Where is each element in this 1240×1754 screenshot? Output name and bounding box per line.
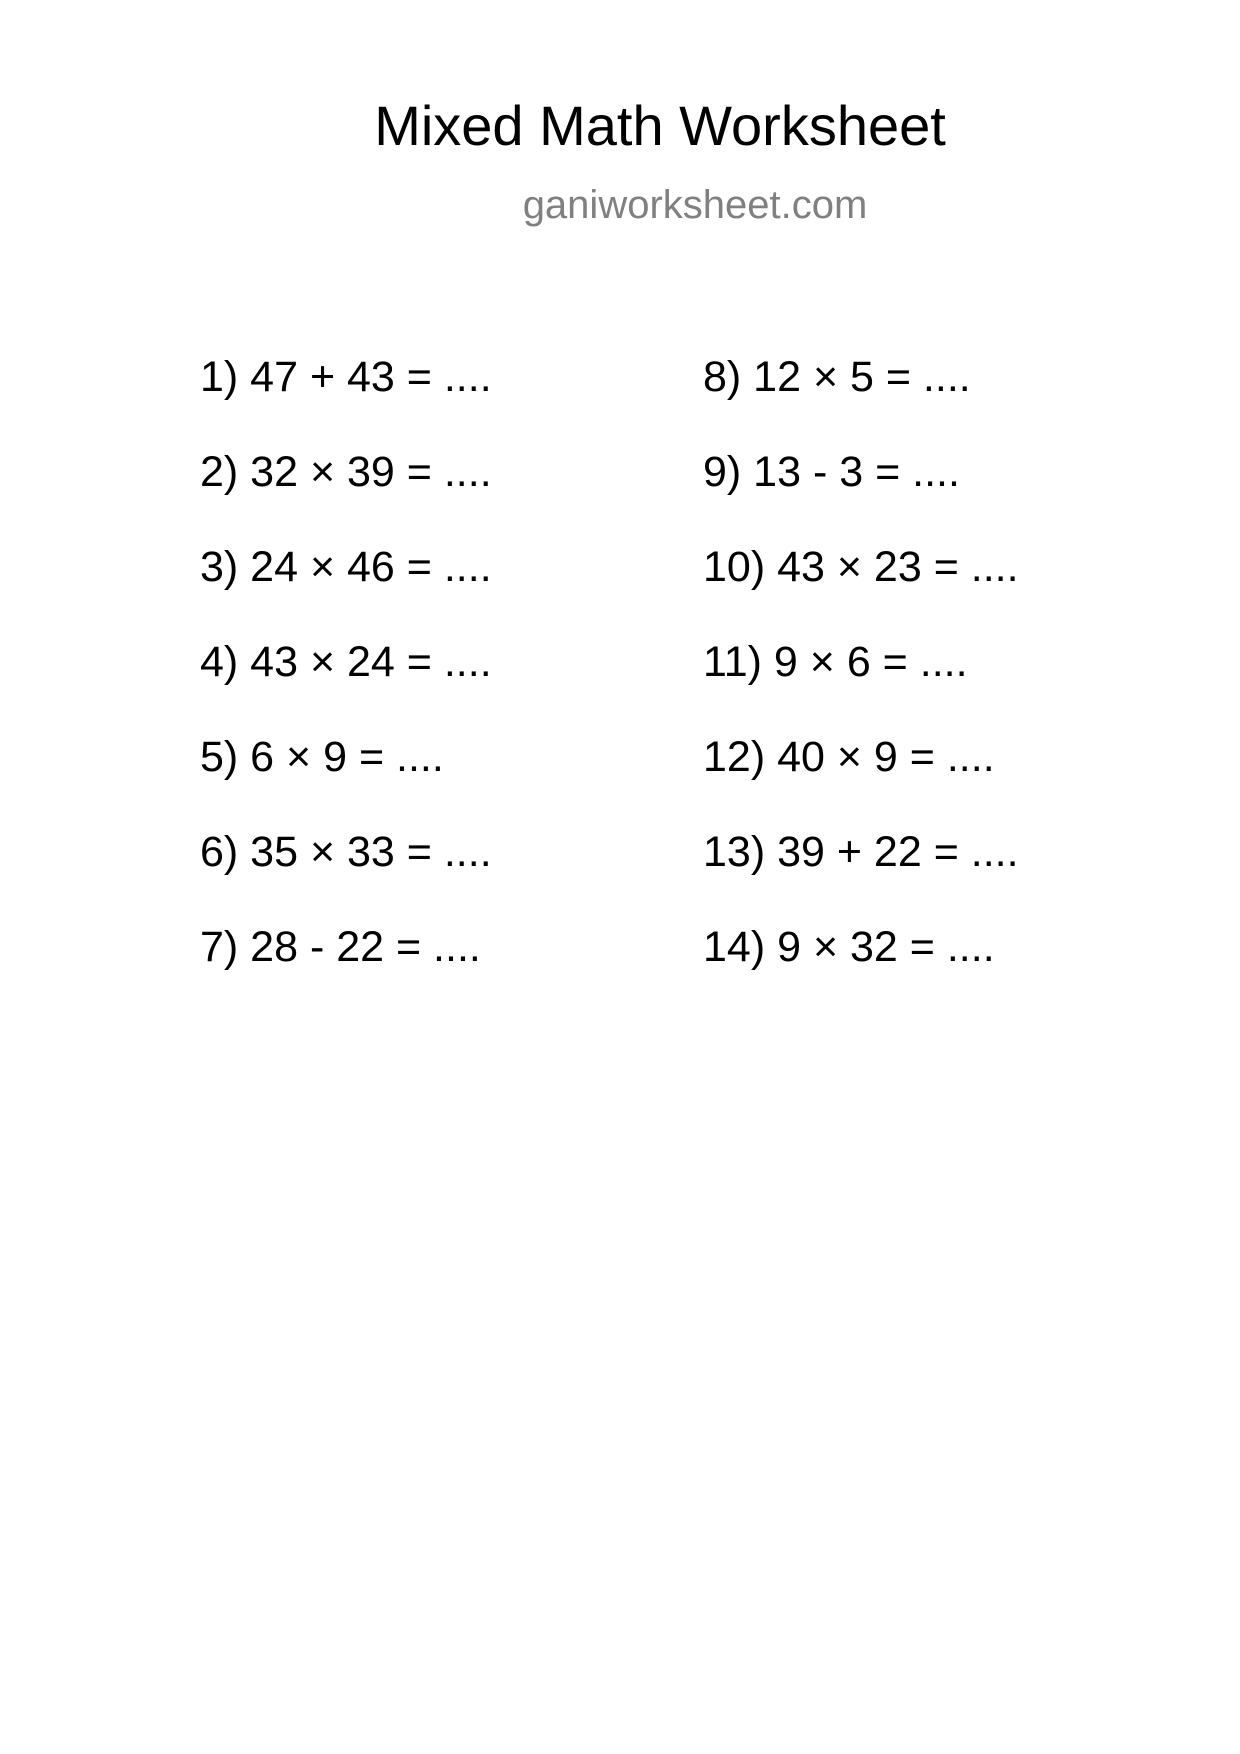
- problem-9: 9) 13 - 3 = ....: [703, 448, 960, 496]
- problem-12: 12) 40 × 9 = ....: [703, 733, 995, 781]
- source-url: ganiworksheet.com: [522, 183, 868, 227]
- problem-4: 4) 43 × 24 = ....: [200, 638, 492, 686]
- problem-11: 11) 9 × 6 = ....: [703, 638, 968, 686]
- problem-1: 1) 47 + 43 = ....: [200, 353, 492, 401]
- problem-14: 14) 9 × 32 = ....: [703, 923, 995, 971]
- problem-3: 3) 24 × 46 = ....: [200, 543, 492, 591]
- problem-7: 7) 28 - 22 = ....: [200, 923, 481, 971]
- problem-6: 6) 35 × 33 = ....: [200, 828, 492, 876]
- problem-13: 13) 39 + 22 = ....: [703, 828, 1019, 876]
- page-title: Mixed Math Worksheet: [374, 94, 946, 157]
- problem-5: 5) 6 × 9 = ....: [200, 733, 444, 781]
- problem-2: 2) 32 × 39 = ....: [200, 448, 492, 496]
- problem-10: 10) 43 × 23 = ....: [703, 543, 1019, 591]
- problem-8: 8) 12 × 5 = ....: [703, 353, 971, 401]
